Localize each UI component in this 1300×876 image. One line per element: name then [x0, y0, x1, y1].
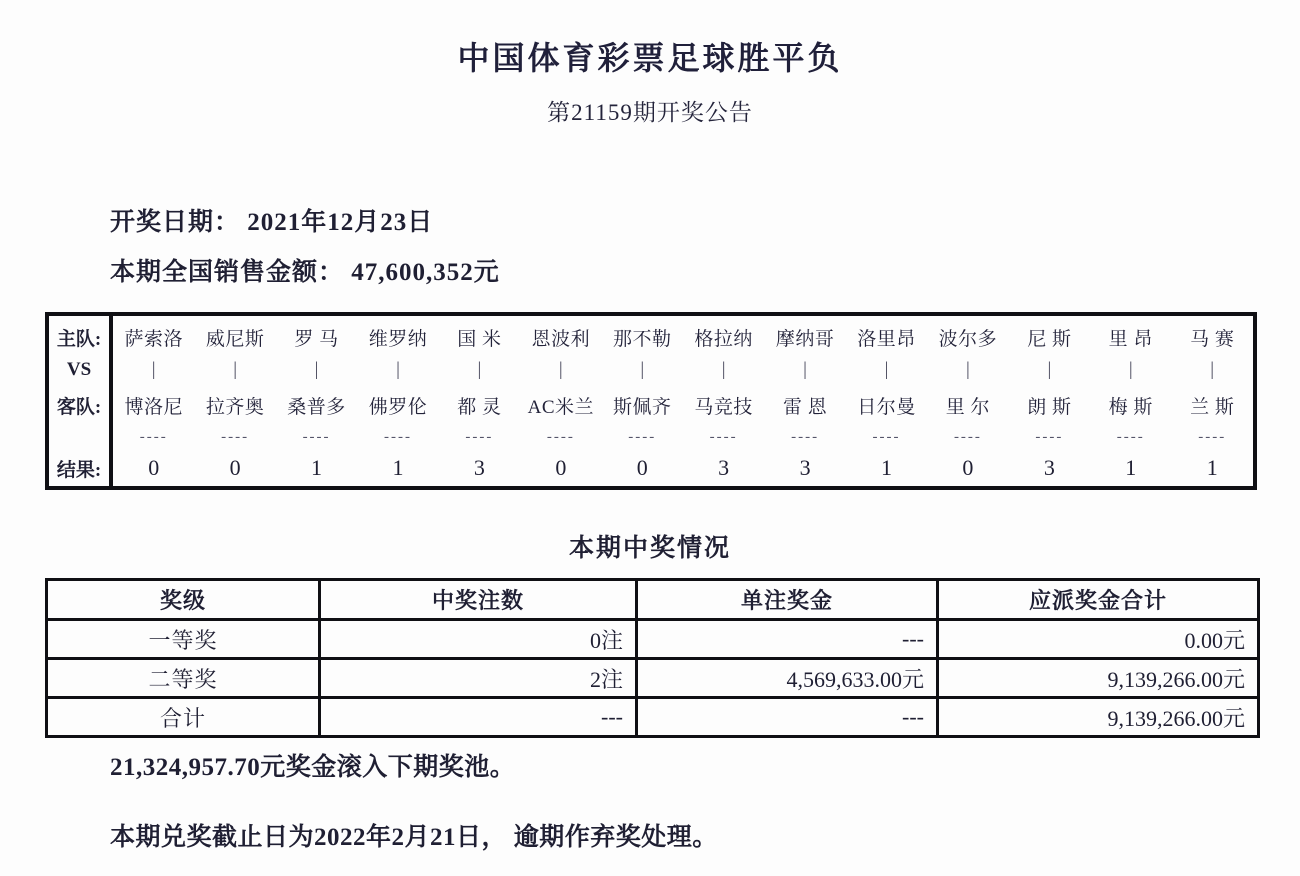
match-result: 1: [1125, 455, 1137, 480]
home-team: 洛里昂: [857, 328, 916, 350]
prize-single-amount: ---: [637, 698, 938, 737]
away-team: 拉齐奥: [205, 396, 265, 418]
match-column-2: [194, 316, 275, 486]
home-team: 威尼斯: [205, 328, 265, 350]
home-team: 那不勒: [612, 328, 672, 350]
away-row-label: 客队:: [56, 396, 102, 418]
dash-separator: ----: [872, 428, 901, 445]
match-result: 0: [148, 455, 160, 480]
vs-separator: |: [1047, 359, 1052, 380]
prize-header-winners: 中奖注数: [320, 580, 637, 620]
away-team: 梅 斯: [1108, 396, 1153, 418]
away-team: AC米兰: [527, 396, 595, 418]
vs-separator: |: [966, 359, 970, 380]
vs-separator: |: [396, 359, 400, 380]
dash-separator: ----: [791, 428, 820, 445]
sales-amount-line: 本期全国销售金额： 47,600,352元: [110, 259, 500, 286]
prize-level: 合计: [47, 698, 320, 737]
deadline-notice: 本期兑奖截止日为2022年2月21日， 逾期作弃奖处理。: [110, 824, 718, 851]
dash-separator: ----: [953, 428, 982, 445]
prize-total-amount: 0.00元: [938, 620, 1259, 659]
page-subtitle: 第21159期开奖公告: [547, 100, 753, 125]
draw-date-line: 开奖日期： 2021年12月23日: [110, 209, 434, 236]
dash-separator: ----: [1116, 428, 1145, 445]
away-team: 斯佩齐: [612, 396, 672, 418]
spacer-row-label: [49, 424, 109, 450]
prize-level: 二等奖: [47, 659, 320, 698]
prize-table: [45, 578, 1260, 738]
prize-header-total-amount: 应派奖金合计: [938, 580, 1259, 620]
prize-total-amount: 9,139,266.00元: [938, 698, 1259, 737]
prize-header-row: [47, 580, 1259, 620]
prize-row-second: [47, 659, 1259, 698]
match-result: 0: [636, 455, 648, 480]
prize-section-title: 本期中奖情况: [568, 535, 731, 562]
match-result: 0: [962, 455, 974, 480]
home-team: 尼 斯: [1027, 328, 1072, 350]
match-table-row-labels: [49, 316, 113, 486]
match-column-11: [927, 316, 1008, 486]
away-team: 都 灵: [457, 396, 502, 418]
vs-separator: |: [640, 359, 645, 380]
home-team: 萨索洛: [124, 328, 183, 350]
match-column-8: [683, 316, 764, 486]
away-team: 桑普多: [287, 396, 346, 418]
prize-total-amount: 9,139,266.00元: [938, 659, 1259, 698]
dash-separator: ----: [383, 428, 412, 445]
prize-winners: ---: [320, 698, 637, 737]
dash-separator: ----: [302, 428, 331, 445]
match-result: 1: [392, 455, 404, 480]
dash-separator: ----: [139, 428, 168, 445]
prize-row-first: [47, 620, 1259, 659]
match-column-14: [1171, 316, 1252, 486]
vs-separator: |: [1210, 359, 1215, 380]
home-team: 波尔多: [938, 328, 998, 350]
vs-separator: |: [151, 359, 156, 380]
dash-separator: ----: [465, 428, 494, 445]
vs-row-label: VS: [66, 359, 92, 380]
vs-separator: |: [233, 359, 238, 380]
vs-separator: |: [884, 359, 889, 380]
dash-separator: ----: [221, 428, 250, 445]
match-column-7: [602, 316, 683, 486]
match-result: 3: [473, 455, 485, 480]
dash-separator: ----: [1198, 428, 1227, 445]
match-column-5: [439, 316, 520, 486]
prize-header-single-amount: 单注奖金: [637, 580, 938, 620]
match-column-12: [1009, 316, 1090, 486]
home-row-label: 主队:: [56, 328, 102, 350]
home-team: 国 米: [457, 328, 502, 350]
dash-separator: ----: [546, 428, 575, 445]
prize-winners: 2注: [320, 659, 637, 698]
home-team: 罗 马: [294, 328, 339, 350]
home-team: 格拉纳: [694, 328, 753, 350]
match-result: 1: [881, 455, 892, 480]
match-result: 3: [718, 455, 730, 480]
match-column-3: [276, 316, 357, 486]
away-team: 博洛尼: [124, 396, 183, 418]
vs-separator: |: [803, 359, 807, 380]
match-column-6: [520, 316, 601, 486]
match-result: 0: [229, 455, 241, 480]
match-result: 3: [799, 455, 811, 480]
away-team: 雷 恩: [782, 396, 828, 418]
match-column-9: [764, 316, 845, 486]
match-result: 0: [555, 455, 567, 480]
match-column-1: [113, 316, 194, 486]
home-team: 恩波利: [531, 328, 591, 350]
result-row-label: 结果:: [56, 459, 102, 481]
prize-single-amount: 4,569,633.00元: [637, 659, 938, 698]
match-results-table: [45, 312, 1257, 490]
prize-single-amount: ---: [637, 620, 938, 659]
match-column-13: [1090, 316, 1171, 486]
rollover-notice: 21,324,957.70元奖金滚入下期奖池。: [110, 754, 516, 781]
home-team: 摩纳哥: [775, 328, 835, 350]
home-team: 维罗纳: [368, 328, 428, 350]
dash-separator: ----: [709, 428, 738, 445]
match-column-10: [846, 316, 927, 486]
prize-level: 一等奖: [47, 620, 320, 659]
vs-separator: |: [721, 359, 726, 380]
away-team: 佛罗伦: [368, 396, 428, 418]
prize-winners: 0注: [320, 620, 637, 659]
away-team: 兰 斯: [1190, 396, 1235, 418]
vs-separator: |: [314, 359, 319, 380]
away-team: 里 尔: [945, 396, 991, 418]
away-team: 朗 斯: [1027, 396, 1072, 418]
away-team: 马竞技: [694, 396, 753, 418]
dash-separator: ----: [1035, 428, 1064, 445]
match-result: 1: [1206, 455, 1218, 480]
vs-separator: |: [477, 359, 482, 380]
prize-row-total: [47, 698, 1259, 737]
vs-separator: |: [1128, 359, 1133, 380]
vs-separator: |: [558, 359, 563, 380]
home-team: 里 昂: [1108, 328, 1153, 350]
dash-separator: ----: [628, 428, 657, 445]
page-title: 中国体育彩票足球胜平负: [457, 40, 843, 76]
match-result: 1: [311, 455, 323, 480]
home-team: 马 赛: [1190, 328, 1235, 350]
match-column-4: [357, 316, 438, 486]
match-result: 3: [1043, 455, 1055, 480]
prize-header-level: 奖级: [47, 580, 320, 620]
away-team: 日尔曼: [857, 396, 916, 418]
